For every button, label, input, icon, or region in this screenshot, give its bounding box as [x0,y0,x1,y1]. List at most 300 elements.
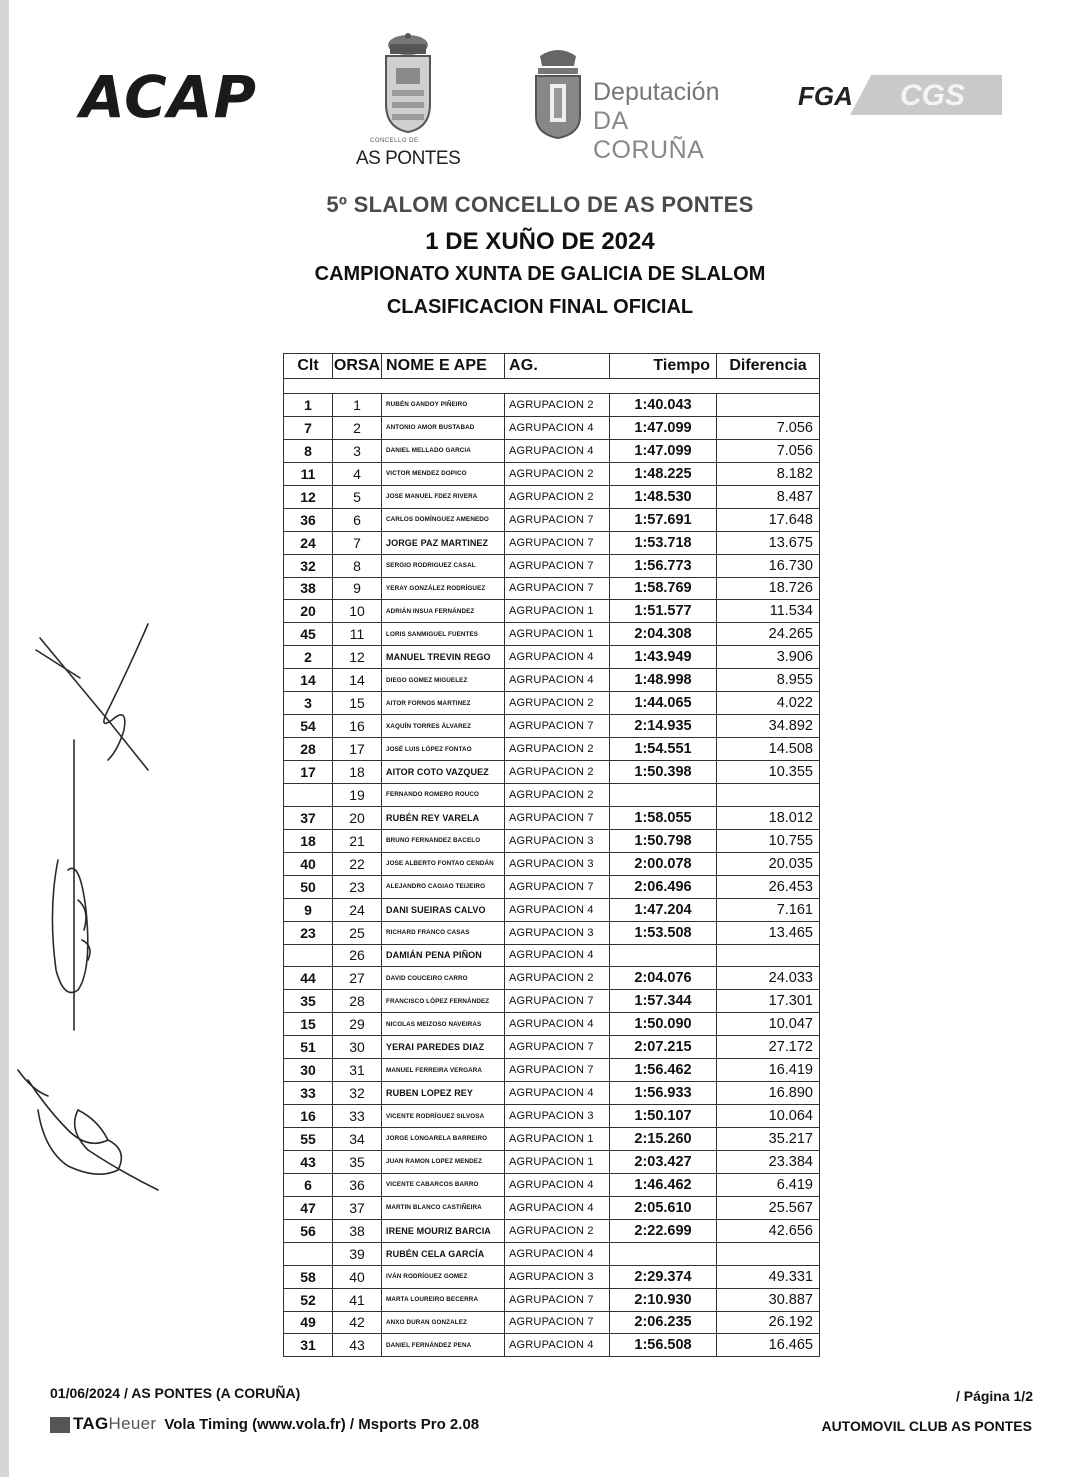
cell-diff: 35.217 [717,1128,820,1151]
cell-time: 1:54.551 [610,738,717,761]
cell-clt: 28 [284,738,333,761]
cell-diff [717,783,820,806]
cell-ag: AGRUPACION 7 [505,875,610,898]
cell-clt: 55 [284,1128,333,1151]
cell-time: 1:47.099 [610,439,717,462]
cell-time [610,1242,717,1265]
cell-time: 2:14.935 [610,715,717,738]
cell-time: 1:56.508 [610,1334,717,1357]
cell-clt: 58 [284,1265,333,1288]
cell-diff [717,1242,820,1265]
cell-orsa: 11 [333,623,382,646]
col-header-clt: Clt [284,354,333,379]
table-row [284,1288,820,1311]
cell-diff: 18.726 [717,577,820,600]
cell-ag: AGRUPACION 4 [505,1242,610,1265]
cell-clt: 38 [284,577,333,600]
cell-ag: AGRUPACION 4 [505,1013,610,1036]
cell-diff: 18.012 [717,806,820,829]
tagheuer-wordmark [73,1414,156,1434]
footer-timing-text: Vola Timing (www.vola.fr) / Msports Pro 2.08 [164,1416,480,1433]
header-gap-row [284,379,820,394]
cell-orsa: 29 [333,1013,382,1036]
cell-diff: 30.887 [717,1288,820,1311]
cell-ag: AGRUPACION 4 [505,669,610,692]
cell-clt: 30 [284,1059,333,1082]
acap-logo-text: ACAP [80,63,258,131]
cell-ag: AGRUPACION 2 [505,462,610,485]
cell-orsa: 8 [333,554,382,577]
cell-name: RUBEN LOPEZ REY [382,1082,505,1105]
cell-diff: 8.955 [717,669,820,692]
cell-clt: 7 [284,416,333,439]
cell-name: DIEGO GOMEZ MIGUELEZ [382,669,505,692]
concello-caption: AS PONTES [356,148,461,169]
cell-diff: 8.182 [717,462,820,485]
cell-ag: AGRUPACION 2 [505,1219,610,1242]
acap-logo [80,63,310,131]
cell-diff: 7.161 [717,898,820,921]
cell-diff: 25.567 [717,1196,820,1219]
table-row [284,852,820,875]
cell-clt: 12 [284,485,333,508]
table-row [284,921,820,944]
cell-time: 1:50.398 [610,761,717,784]
cell-clt: 52 [284,1288,333,1311]
cell-clt: 15 [284,1013,333,1036]
cell-clt: 54 [284,715,333,738]
cell-ag: AGRUPACION 7 [505,1036,610,1059]
tagheuer-word-2: Heuer [108,1414,157,1433]
table-row [284,600,820,623]
cell-clt: 36 [284,508,333,531]
cell-orsa: 5 [333,485,382,508]
cell-time: 1:53.718 [610,531,717,554]
cell-diff [717,394,820,417]
cell-time: 1:43.949 [610,646,717,669]
cell-name: XAQUÍN TORRES ÁLVAREZ [382,715,505,738]
cell-diff: 16.465 [717,1334,820,1357]
cell-name: VICENTE CABARCOS BARRO [382,1173,505,1196]
cell-orsa: 26 [333,944,382,967]
cell-diff: 26.453 [717,875,820,898]
cell-clt: 9 [284,898,333,921]
cell-time: 2:00.078 [610,852,717,875]
cell-clt: 50 [284,875,333,898]
footer-club: AUTOMOVIL CLUB AS PONTES [821,1418,1032,1434]
cell-clt: 43 [284,1150,333,1173]
cell-ag: AGRUPACION 3 [505,1265,610,1288]
cell-clt: 49 [284,1311,333,1334]
cell-orsa: 38 [333,1219,382,1242]
table-row [284,1059,820,1082]
table-row [284,394,820,417]
cell-clt: 24 [284,531,333,554]
cell-name: JORGE LONGARELA BARREIRO [382,1128,505,1151]
cell-orsa: 20 [333,806,382,829]
cell-clt [284,944,333,967]
cell-name: MANUEL TREVIN REGO [382,646,505,669]
cell-name: YERAY GONZÁLEZ RODRÍGUEZ [382,577,505,600]
event-title: 5º SLALOM CONCELLO DE AS PONTES [326,192,754,217]
cell-clt: 51 [284,1036,333,1059]
cell-name: JOSE MANUEL FDEZ RIVERA [382,485,505,508]
cell-orsa: 35 [333,1150,382,1173]
deputacion-text-1: Deputación [593,78,720,106]
cell-time: 1:53.508 [610,921,717,944]
cell-ag: AGRUPACION 7 [505,531,610,554]
cell-diff: 4.022 [717,692,820,715]
cell-clt: 8 [284,439,333,462]
classification-title: CLASIFICACION FINAL OFICIAL [386,296,694,318]
cell-orsa: 42 [333,1311,382,1334]
signature-icon [8,610,168,1330]
table-row [284,1105,820,1128]
cell-ag: AGRUPACION 2 [505,692,610,715]
table-row [284,623,820,646]
cell-diff: 24.265 [717,623,820,646]
table-row [284,944,820,967]
cell-ag: AGRUPACION 7 [505,554,610,577]
cell-clt: 14 [284,669,333,692]
cell-time: 1:48.225 [610,462,717,485]
cell-name: RUBÉN CELA GARCÍA [382,1242,505,1265]
cell-clt: 32 [284,554,333,577]
cell-name: ALEJANDRO CAGIAO TEIJEIRO [382,875,505,898]
cell-ag: AGRUPACION 7 [505,715,610,738]
cell-diff: 10.355 [717,761,820,784]
cell-time [610,783,717,806]
cell-time: 2:29.374 [610,1265,717,1288]
col-header-diff: Diferencia [717,354,820,379]
table-row [284,1082,820,1105]
cell-clt: 33 [284,1082,333,1105]
deputacion-text-2: DA CORUÑA [593,107,705,164]
cell-name: MARTIN BLANCO CASTIÑEIRA [382,1196,505,1219]
cell-orsa: 1 [333,394,382,417]
table-row [284,1334,820,1357]
cell-ag: AGRUPACION 7 [505,1288,610,1311]
cell-diff: 24.033 [717,967,820,990]
cell-diff: 16.890 [717,1082,820,1105]
cell-orsa: 37 [333,1196,382,1219]
cell-clt: 11 [284,462,333,485]
cell-clt: 37 [284,806,333,829]
championship-title: CAMPIONATO XUNTA DE GALICIA DE SLALOM [314,263,766,285]
cell-ag: AGRUPACION 4 [505,898,610,921]
table-row [284,1150,820,1173]
cell-diff: 10.064 [717,1105,820,1128]
cell-orsa: 6 [333,508,382,531]
cell-orsa: 15 [333,692,382,715]
cell-name: JORGE PAZ MARTINEZ [382,531,505,554]
cell-name: ANTONIO AMOR BUSTABAD [382,416,505,439]
cell-orsa: 10 [333,600,382,623]
cell-time: 1:50.798 [610,829,717,852]
cell-clt: 6 [284,1173,333,1196]
table-row [284,462,820,485]
cell-name: DANI SUEIRAS CALVO [382,898,505,921]
table-row [284,875,820,898]
cell-time: 1:44.065 [610,692,717,715]
cell-name: RUBÉN GANDOY PIÑEIRO [382,394,505,417]
cell-diff: 34.892 [717,715,820,738]
cell-orsa: 19 [333,783,382,806]
cell-diff: 26.192 [717,1311,820,1334]
cell-name: ADRIÁN INSUA FERNÁNDEZ [382,600,505,623]
table-row [284,1242,820,1265]
col-header-ag: AG. [505,354,610,379]
cell-orsa: 7 [333,531,382,554]
cell-ag: AGRUPACION 4 [505,1334,610,1357]
table-row [284,439,820,462]
cell-time: 1:56.462 [610,1059,717,1082]
cell-orsa: 30 [333,1036,382,1059]
table-row [284,1196,820,1219]
cell-clt: 45 [284,623,333,646]
cell-orsa: 22 [333,852,382,875]
event-date: 1 DE XUÑO DE 2024 [425,228,655,255]
cell-orsa: 43 [333,1334,382,1357]
cell-diff: 13.675 [717,531,820,554]
table-row [284,508,820,531]
table-row [284,783,820,806]
cell-name: FRANCISCO LÓPEZ FERNÁNDEZ [382,990,505,1013]
table-row [284,669,820,692]
cell-ag: AGRUPACION 2 [505,485,610,508]
cell-name: DAMIÁN PENA PIÑON [382,944,505,967]
cell-ag: AGRUPACION 2 [505,738,610,761]
cell-ag: AGRUPACION 2 [505,967,610,990]
cell-diff: 11.534 [717,600,820,623]
cell-diff: 20.035 [717,852,820,875]
cell-orsa: 3 [333,439,382,462]
cell-name: DAVID COUCEIRO CARRO [382,967,505,990]
table-row [284,1036,820,1059]
cell-ag: AGRUPACION 4 [505,1196,610,1219]
cell-orsa: 23 [333,875,382,898]
cell-clt: 44 [284,967,333,990]
cell-ag: AGRUPACION 3 [505,1105,610,1128]
table-row [284,738,820,761]
cell-orsa: 34 [333,1128,382,1151]
cell-orsa: 27 [333,967,382,990]
cell-diff: 17.301 [717,990,820,1013]
cell-time: 2:06.235 [610,1311,717,1334]
cell-time: 1:58.055 [610,806,717,829]
cell-orsa: 32 [333,1082,382,1105]
cell-time: 2:04.076 [610,967,717,990]
table-row [284,531,820,554]
table-row [284,1013,820,1036]
cell-time: 1:51.577 [610,600,717,623]
cell-time: 1:50.107 [610,1105,717,1128]
col-header-time: Tiempo [610,354,717,379]
cell-orsa: 36 [333,1173,382,1196]
deputacion-crest-icon [530,48,586,140]
cell-clt: 2 [284,646,333,669]
cell-clt: 23 [284,921,333,944]
cell-clt: 35 [284,990,333,1013]
cell-ag: AGRUPACION 4 [505,416,610,439]
cell-time: 1:50.090 [610,1013,717,1036]
cell-name: SERGIO RODRIGUEZ CASAL [382,554,505,577]
cell-ag: AGRUPACION 4 [505,1082,610,1105]
cell-orsa: 40 [333,1265,382,1288]
cell-diff [717,944,820,967]
cell-time: 1:46.462 [610,1173,717,1196]
cell-ag: AGRUPACION 1 [505,1128,610,1151]
table-row [284,829,820,852]
cell-time: 2:04.308 [610,623,717,646]
cell-orsa: 31 [333,1059,382,1082]
cell-time: 1:57.344 [610,990,717,1013]
cell-ag: AGRUPACION 1 [505,600,610,623]
cell-orsa: 41 [333,1288,382,1311]
cell-ag: AGRUPACION 3 [505,829,610,852]
cell-diff: 17.648 [717,508,820,531]
cell-name: DANIEL MELLADO GARCIA [382,439,505,462]
cell-name: BRUNO FERNANDEZ BACELO [382,829,505,852]
cell-orsa: 18 [333,761,382,784]
cell-time: 1:56.933 [610,1082,717,1105]
fga-logo-text: FGA [798,81,853,111]
cell-name: JOSE ALBERTO FONTAO CENDÁN [382,852,505,875]
cell-name: MANUEL FERREIRA VERGARA [382,1059,505,1082]
cell-diff: 7.056 [717,439,820,462]
cell-name: NICOLAS MEIZOSO NAVEIRAS [382,1013,505,1036]
cell-time: 1:47.204 [610,898,717,921]
cell-diff: 8.487 [717,485,820,508]
cell-orsa: 12 [333,646,382,669]
cell-clt: 20 [284,600,333,623]
table-header-row [284,354,820,379]
cell-diff: 6.419 [717,1173,820,1196]
results-table [283,353,820,1357]
cell-orsa: 24 [333,898,382,921]
concello-caption-small: CONCELLO DE [370,138,419,144]
cell-diff: 23.384 [717,1150,820,1173]
cell-clt: 17 [284,761,333,784]
cell-ag: AGRUPACION 2 [505,761,610,784]
cell-diff: 16.419 [717,1059,820,1082]
cell-diff: 10.047 [717,1013,820,1036]
cell-clt: 31 [284,1334,333,1357]
cell-orsa: 25 [333,921,382,944]
cell-clt [284,783,333,806]
cell-orsa: 14 [333,669,382,692]
cell-name: AITOR FORNOS MARTINEZ [382,692,505,715]
table-row [284,1265,820,1288]
table-row [284,967,820,990]
cell-time: 2:22.699 [610,1219,717,1242]
cell-orsa: 28 [333,990,382,1013]
cell-name: JUAN RAMON LOPEZ MENDEZ [382,1150,505,1173]
cell-time: 1:40.043 [610,394,717,417]
table-row [284,990,820,1013]
cell-name: VICTOR MENDEZ DOPICO [382,462,505,485]
cell-diff: 49.331 [717,1265,820,1288]
cell-ag: AGRUPACION 7 [505,1059,610,1082]
cell-clt [284,1242,333,1265]
cell-name: CARLOS DOMÍNGUEZ AMENEDO [382,508,505,531]
table-row [284,1173,820,1196]
tagheuer-word-1: TAG [73,1414,109,1433]
cell-ag: AGRUPACION 4 [505,944,610,967]
cell-ag: AGRUPACION 4 [505,1173,610,1196]
table-row [284,554,820,577]
cell-time: 1:47.099 [610,416,717,439]
cell-diff: 7.056 [717,416,820,439]
cell-clt: 47 [284,1196,333,1219]
cell-ag: AGRUPACION 2 [505,394,610,417]
cell-ag: AGRUPACION 4 [505,439,610,462]
cell-diff: 10.755 [717,829,820,852]
cell-name: AITOR COTO VAZQUEZ [382,761,505,784]
cell-time: 1:48.530 [610,485,717,508]
table-row [284,692,820,715]
cell-name: DANIEL FERNÁNDEZ PENA [382,1334,505,1357]
cell-time: 2:06.496 [610,875,717,898]
cell-name: YERAI PAREDES DIAZ [382,1036,505,1059]
cell-name: VICENTE RODRÍGUEZ SILVOSA [382,1105,505,1128]
cell-clt: 3 [284,692,333,715]
results-body [284,354,820,1357]
cell-name: JOSÉ LUIS LÓPEZ FONTAO [382,738,505,761]
cell-ag: AGRUPACION 7 [505,508,610,531]
table-row [284,646,820,669]
cell-orsa: 39 [333,1242,382,1265]
cell-diff: 3.906 [717,646,820,669]
cell-ag: AGRUPACION 7 [505,577,610,600]
cell-ag: AGRUPACION 1 [505,1150,610,1173]
cell-ag: AGRUPACION 7 [505,806,610,829]
cell-orsa: 17 [333,738,382,761]
cell-time: 1:58.769 [610,577,717,600]
cell-clt: 18 [284,829,333,852]
cell-orsa: 4 [333,462,382,485]
table-row [284,1311,820,1334]
cell-ag: AGRUPACION 7 [505,990,610,1013]
table-row [284,898,820,921]
table-row [284,577,820,600]
cell-name: MARTA LOUREIRO BECERRA [382,1288,505,1311]
cell-time [610,944,717,967]
cell-ag: AGRUPACION 3 [505,852,610,875]
cell-name: FERNANDO ROMERO ROUCO [382,783,505,806]
col-header-orsa: ORSA [333,354,382,379]
cell-clt: 40 [284,852,333,875]
cell-orsa: 33 [333,1105,382,1128]
footer-page-number: / Página 1/2 [955,1388,1033,1404]
cell-name: RICHARD FRANCO CASAS [382,921,505,944]
cell-ag: AGRUPACION 7 [505,1311,610,1334]
cell-ag: AGRUPACION 4 [505,646,610,669]
cell-time: 2:03.427 [610,1150,717,1173]
col-header-name: NOME E APE [382,354,505,379]
cell-time: 2:15.260 [610,1128,717,1151]
table-row [284,485,820,508]
cell-name: RUBÉN REY VARELA [382,806,505,829]
footer-timing [50,1414,479,1434]
header-gap-cell [284,379,820,394]
table-row [284,1128,820,1151]
cell-name: IRENE MOURIZ BARCIA [382,1219,505,1242]
table-row [284,1219,820,1242]
cell-time: 1:57.691 [610,508,717,531]
cgs-logo-text: CGS [900,79,966,112]
cell-time: 1:48.998 [610,669,717,692]
